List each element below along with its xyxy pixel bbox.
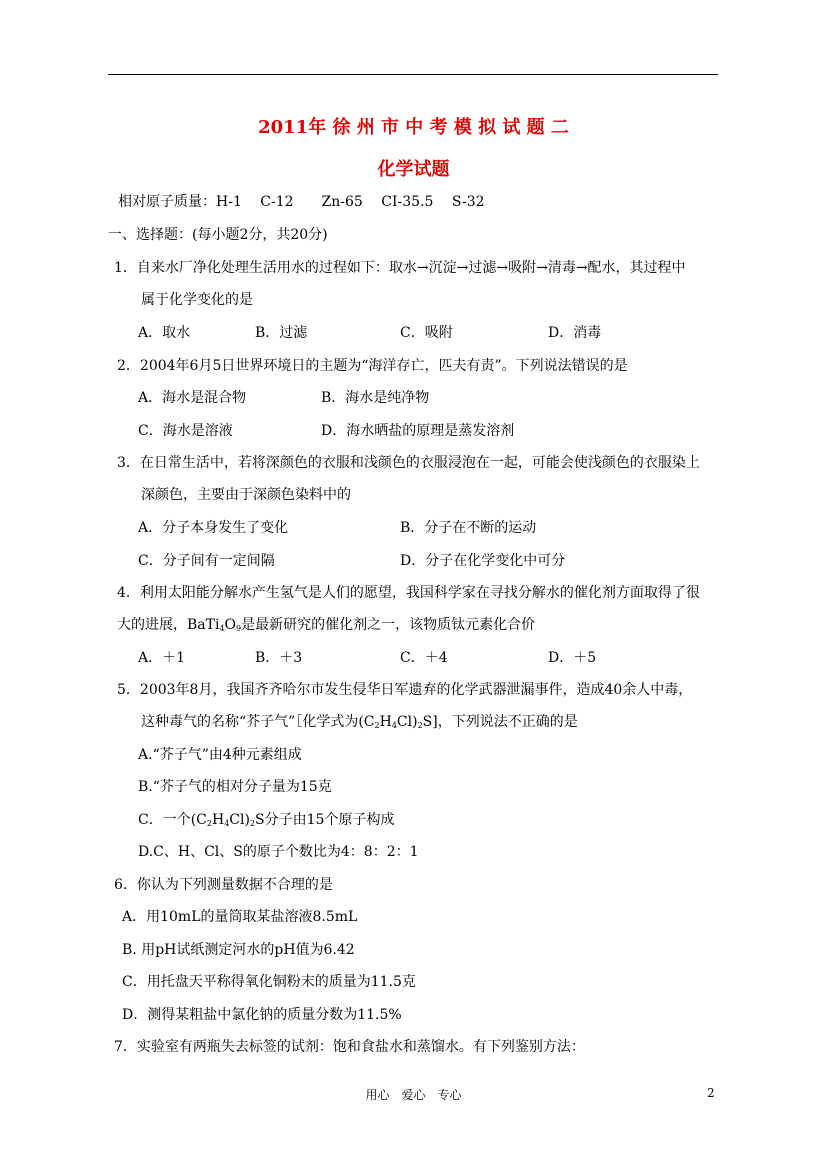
question-5-line-2: 这种毒气的名称“芥子气”［化学式为$(C_2H_4Cl)_2S$]，下列说法不正确的是 (141, 714, 578, 730)
question-2-option-b: B．海水是纯净物 (321, 390, 430, 406)
question-6-option-c: C．用托盘天平称得氧化铜粉末的质量为11.5克 (122, 974, 416, 990)
header-rule (108, 74, 718, 75)
footer-motto: 用心 爱心 专心 (365, 1088, 462, 1102)
question-6-option-b: B. 用pH试纸测定河水的pH值为6.42 (122, 942, 355, 958)
question-1-option-a: A．取水 (138, 325, 191, 341)
question-3-option-a: A．分子本身发生了变化 (138, 520, 289, 536)
question-2-option-d: D．海水晒盐的原理是蒸发溶剂 (321, 423, 515, 439)
exam-title: 2011年 徐 州 市 中 考 模 拟 试 题 二 (258, 117, 569, 138)
question-7-line-1: 7．实验室有两瓶失去标签的试剂：饱和食盐水和蒸馏水。有下列鉴别方法： (114, 1039, 585, 1055)
question-4-option-b: B．＋3 (255, 650, 303, 666)
question-4-option-a: A．＋1 (138, 650, 186, 666)
page-number: 2 (707, 1086, 715, 1100)
question-6-line-1: 6．你认为下列测量数据不合理的是 (114, 877, 333, 893)
question-5-option-a: A.“芥子气”由4种元素组成 (138, 747, 302, 763)
question-3-line-1: 3．在日常生活中，若将深颜色的衣服和浅颜色的衣服浸泡在一起，可能会使浅颜色的衣服染上 (117, 455, 700, 471)
question-2-option-a: A．海水是混合物 (138, 390, 247, 406)
question-5-line-1: 5．2003年8月，我国齐齐哈尔市发生侵华日军遗弃的化学武器泄漏事件，造成40余人中毒， (117, 682, 693, 698)
section-heading: 一、选择题：(每小题2分，共20分) (108, 227, 328, 243)
question-2-option-c: C．海水是溶液 (138, 423, 233, 439)
question-4-option-c: C．＋4 (400, 650, 448, 666)
question-3-option-d: D．分子在化学变化中可分 (400, 553, 566, 569)
exam-subtitle: 化学试题 (377, 159, 450, 180)
question-5-option-c: C．一个$(C_2H_4Cl)_2S$分子由15个原子构成 (138, 812, 395, 828)
question-3-option-c: C．分子间有一定间隔 (138, 553, 275, 569)
question-1-option-c: C．吸附 (400, 325, 453, 341)
question-6-option-d: D．测得某粗盐中氯化钠的质量分数为11.5% (122, 1007, 402, 1023)
question-3-line-2: 深颜色，主要由于深颜色染料中的 (141, 487, 351, 503)
question-4-line-2: 大的进展，$BaTi_4O_9$是最新研究的催化剂之一，该物质钛元素化合价 (117, 617, 536, 633)
question-4-line-1: 4．利用太阳能分解水产生氢气是人们的愿望，我国科学家在寻找分解水的催化剂方面取得了很 (117, 585, 700, 601)
question-1-line-2: 属于化学变化的是 (141, 292, 253, 308)
question-2-line-1: 2．2004年6月5日世界环境日的主题为“海洋存亡，匹夫有责”。下列说法错误的是 (117, 358, 628, 374)
question-1-option-d: D．消毒 (548, 325, 602, 341)
question-5-option-d: D.C、H、Cl、S的原子个数比为4：8：2：1 (138, 844, 419, 860)
atomic-masses: 相对原子质量：H-1 C-12 Zn-65 CI-35.5 S-32 (118, 194, 485, 210)
question-1-option-b: B．过滤 (255, 325, 308, 341)
question-5-option-b: B.“芥子气的相对分子量为15克 (138, 779, 332, 795)
question-6-option-a: A．用10mL的量筒取某盐溶液8.5mL (122, 909, 358, 925)
question-3-option-b: B．分子在不断的运动 (400, 520, 537, 536)
question-4-option-d: D．＋5 (548, 650, 597, 666)
question-1-line-1: 1．自来水厂净化处理生活用水的过程如下：取水→沉淀→过滤→吸附→清毒→配水，其过程中 (114, 260, 686, 276)
